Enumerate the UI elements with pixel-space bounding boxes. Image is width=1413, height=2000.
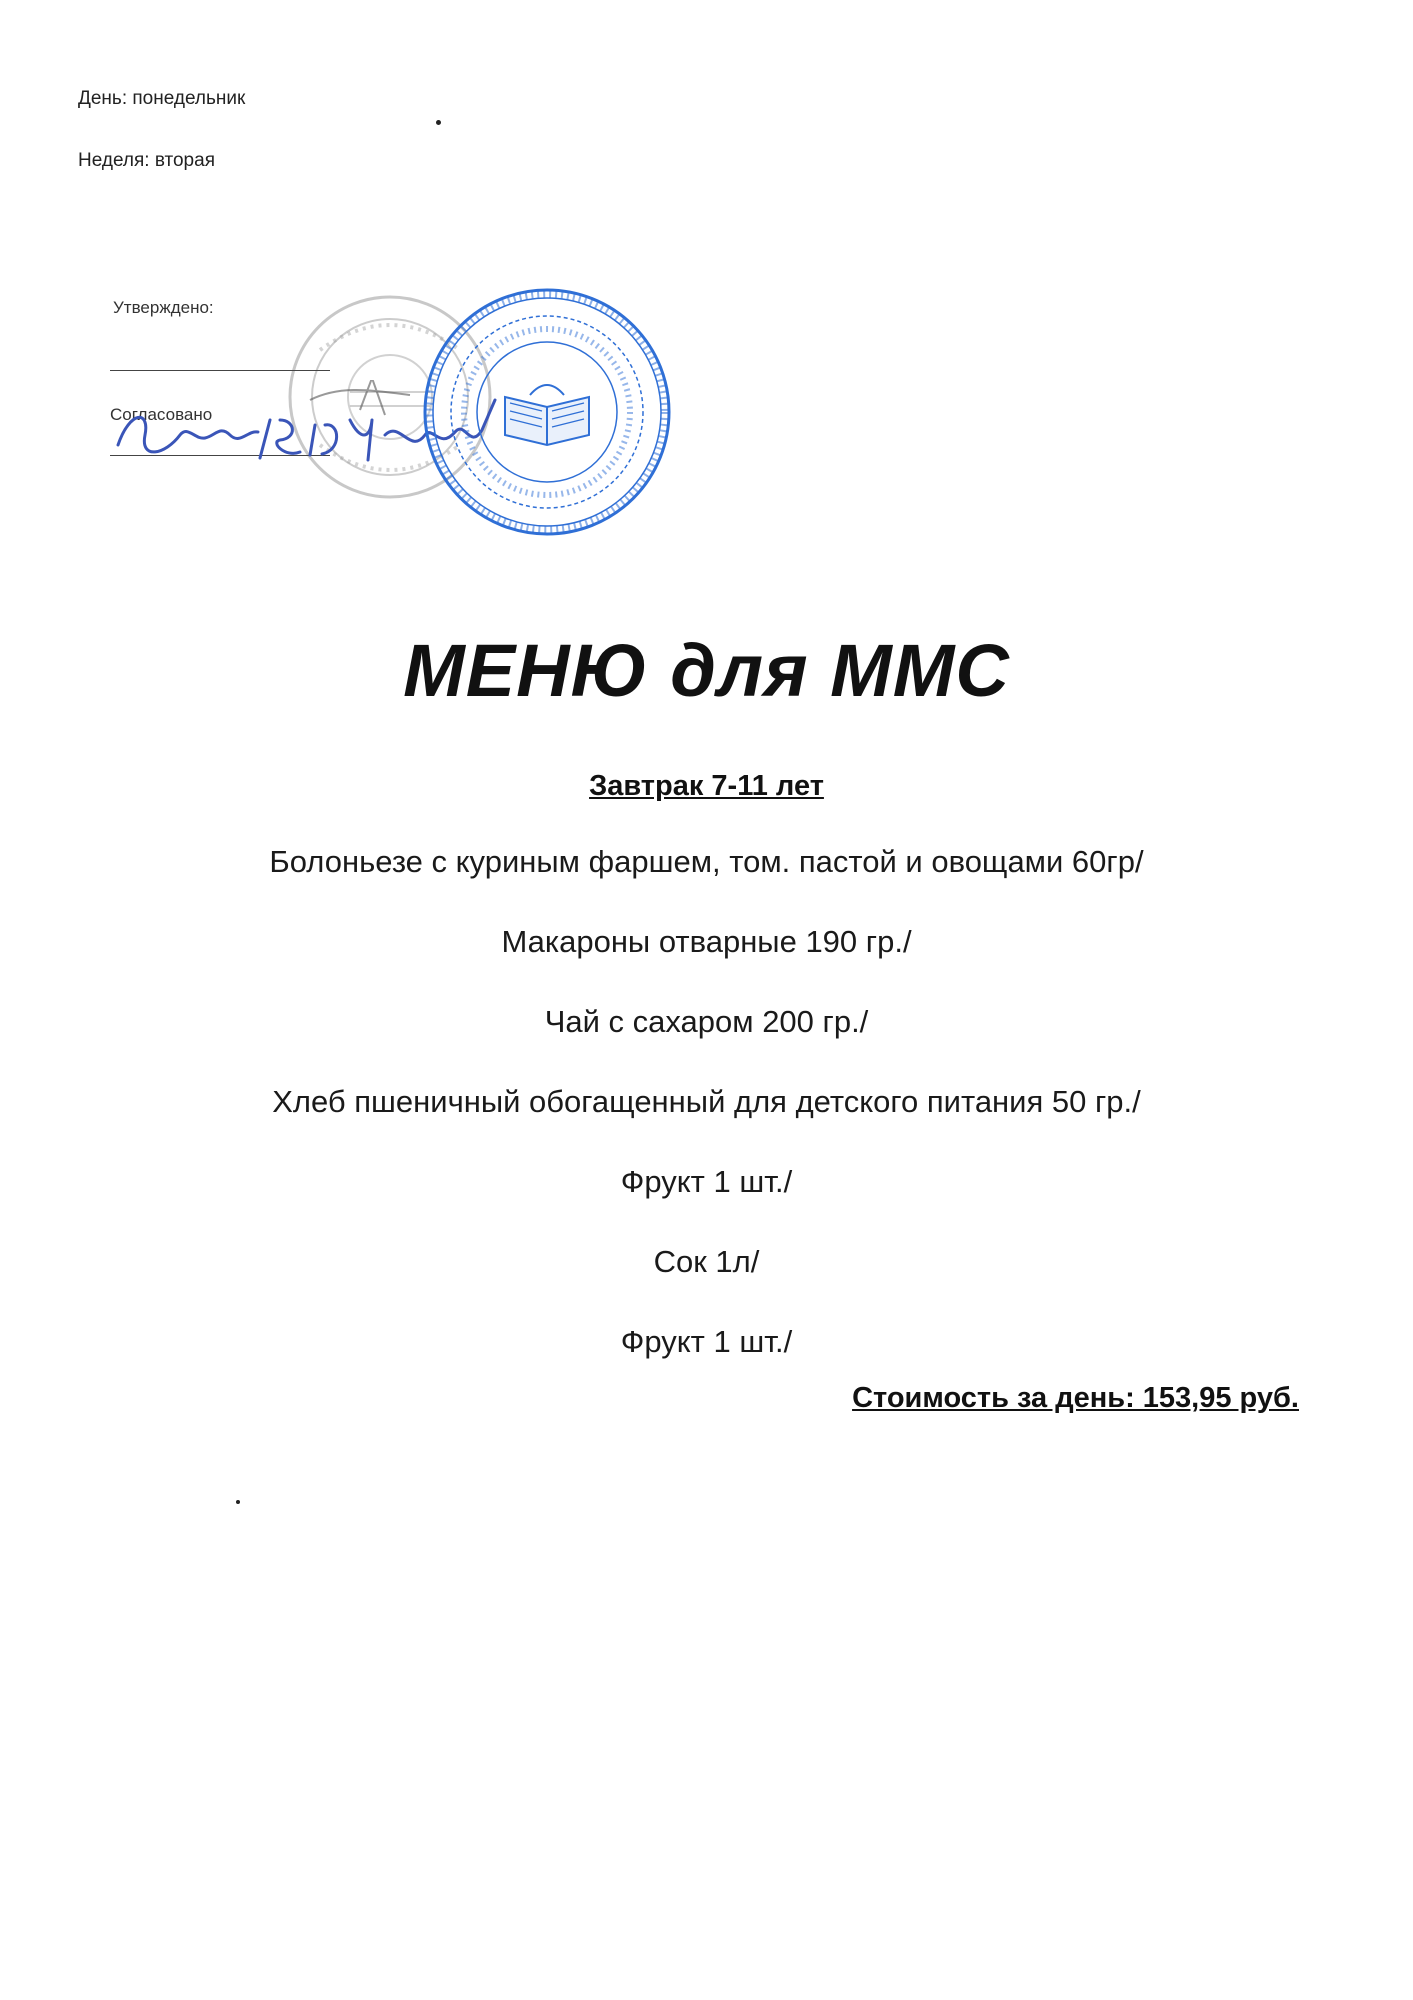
daily-cost: Стоимость за день: 153,95 руб. (852, 1382, 1299, 1414)
approval-line (110, 370, 330, 371)
menu-item: Чай с сахаром 200 гр./ (544, 1004, 869, 1039)
approved-label: Утверждено: (113, 298, 214, 317)
menu-item: Фрукт 1 шт./ (620, 1164, 793, 1199)
scan-speck (236, 1500, 240, 1504)
week-line: Неделя: вторая (78, 150, 215, 171)
menu-item: Макароны отварные 190 гр./ (501, 924, 912, 959)
scan-speck (436, 120, 441, 125)
section-heading: Завтрак 7-11 лет (589, 770, 824, 802)
agreed-label: Согласовано (110, 405, 213, 424)
menu-item-list (0, 840, 1413, 1400)
menu-item: Сок 1л/ (653, 1244, 760, 1279)
page-title: МЕНЮ для ММС (403, 629, 1010, 712)
day-line: День: понедельник (78, 88, 246, 109)
blue-seal-icon (420, 285, 675, 540)
menu-item: Хлеб пшеничный обогащенный для детского питания 50 гр./ (272, 1084, 1141, 1119)
menu-item: Болоньезе с куриным фаршем, том. пастой и овощами 60гр/ (269, 844, 1144, 879)
menu-item: Фрукт 1 шт./ (620, 1324, 793, 1359)
